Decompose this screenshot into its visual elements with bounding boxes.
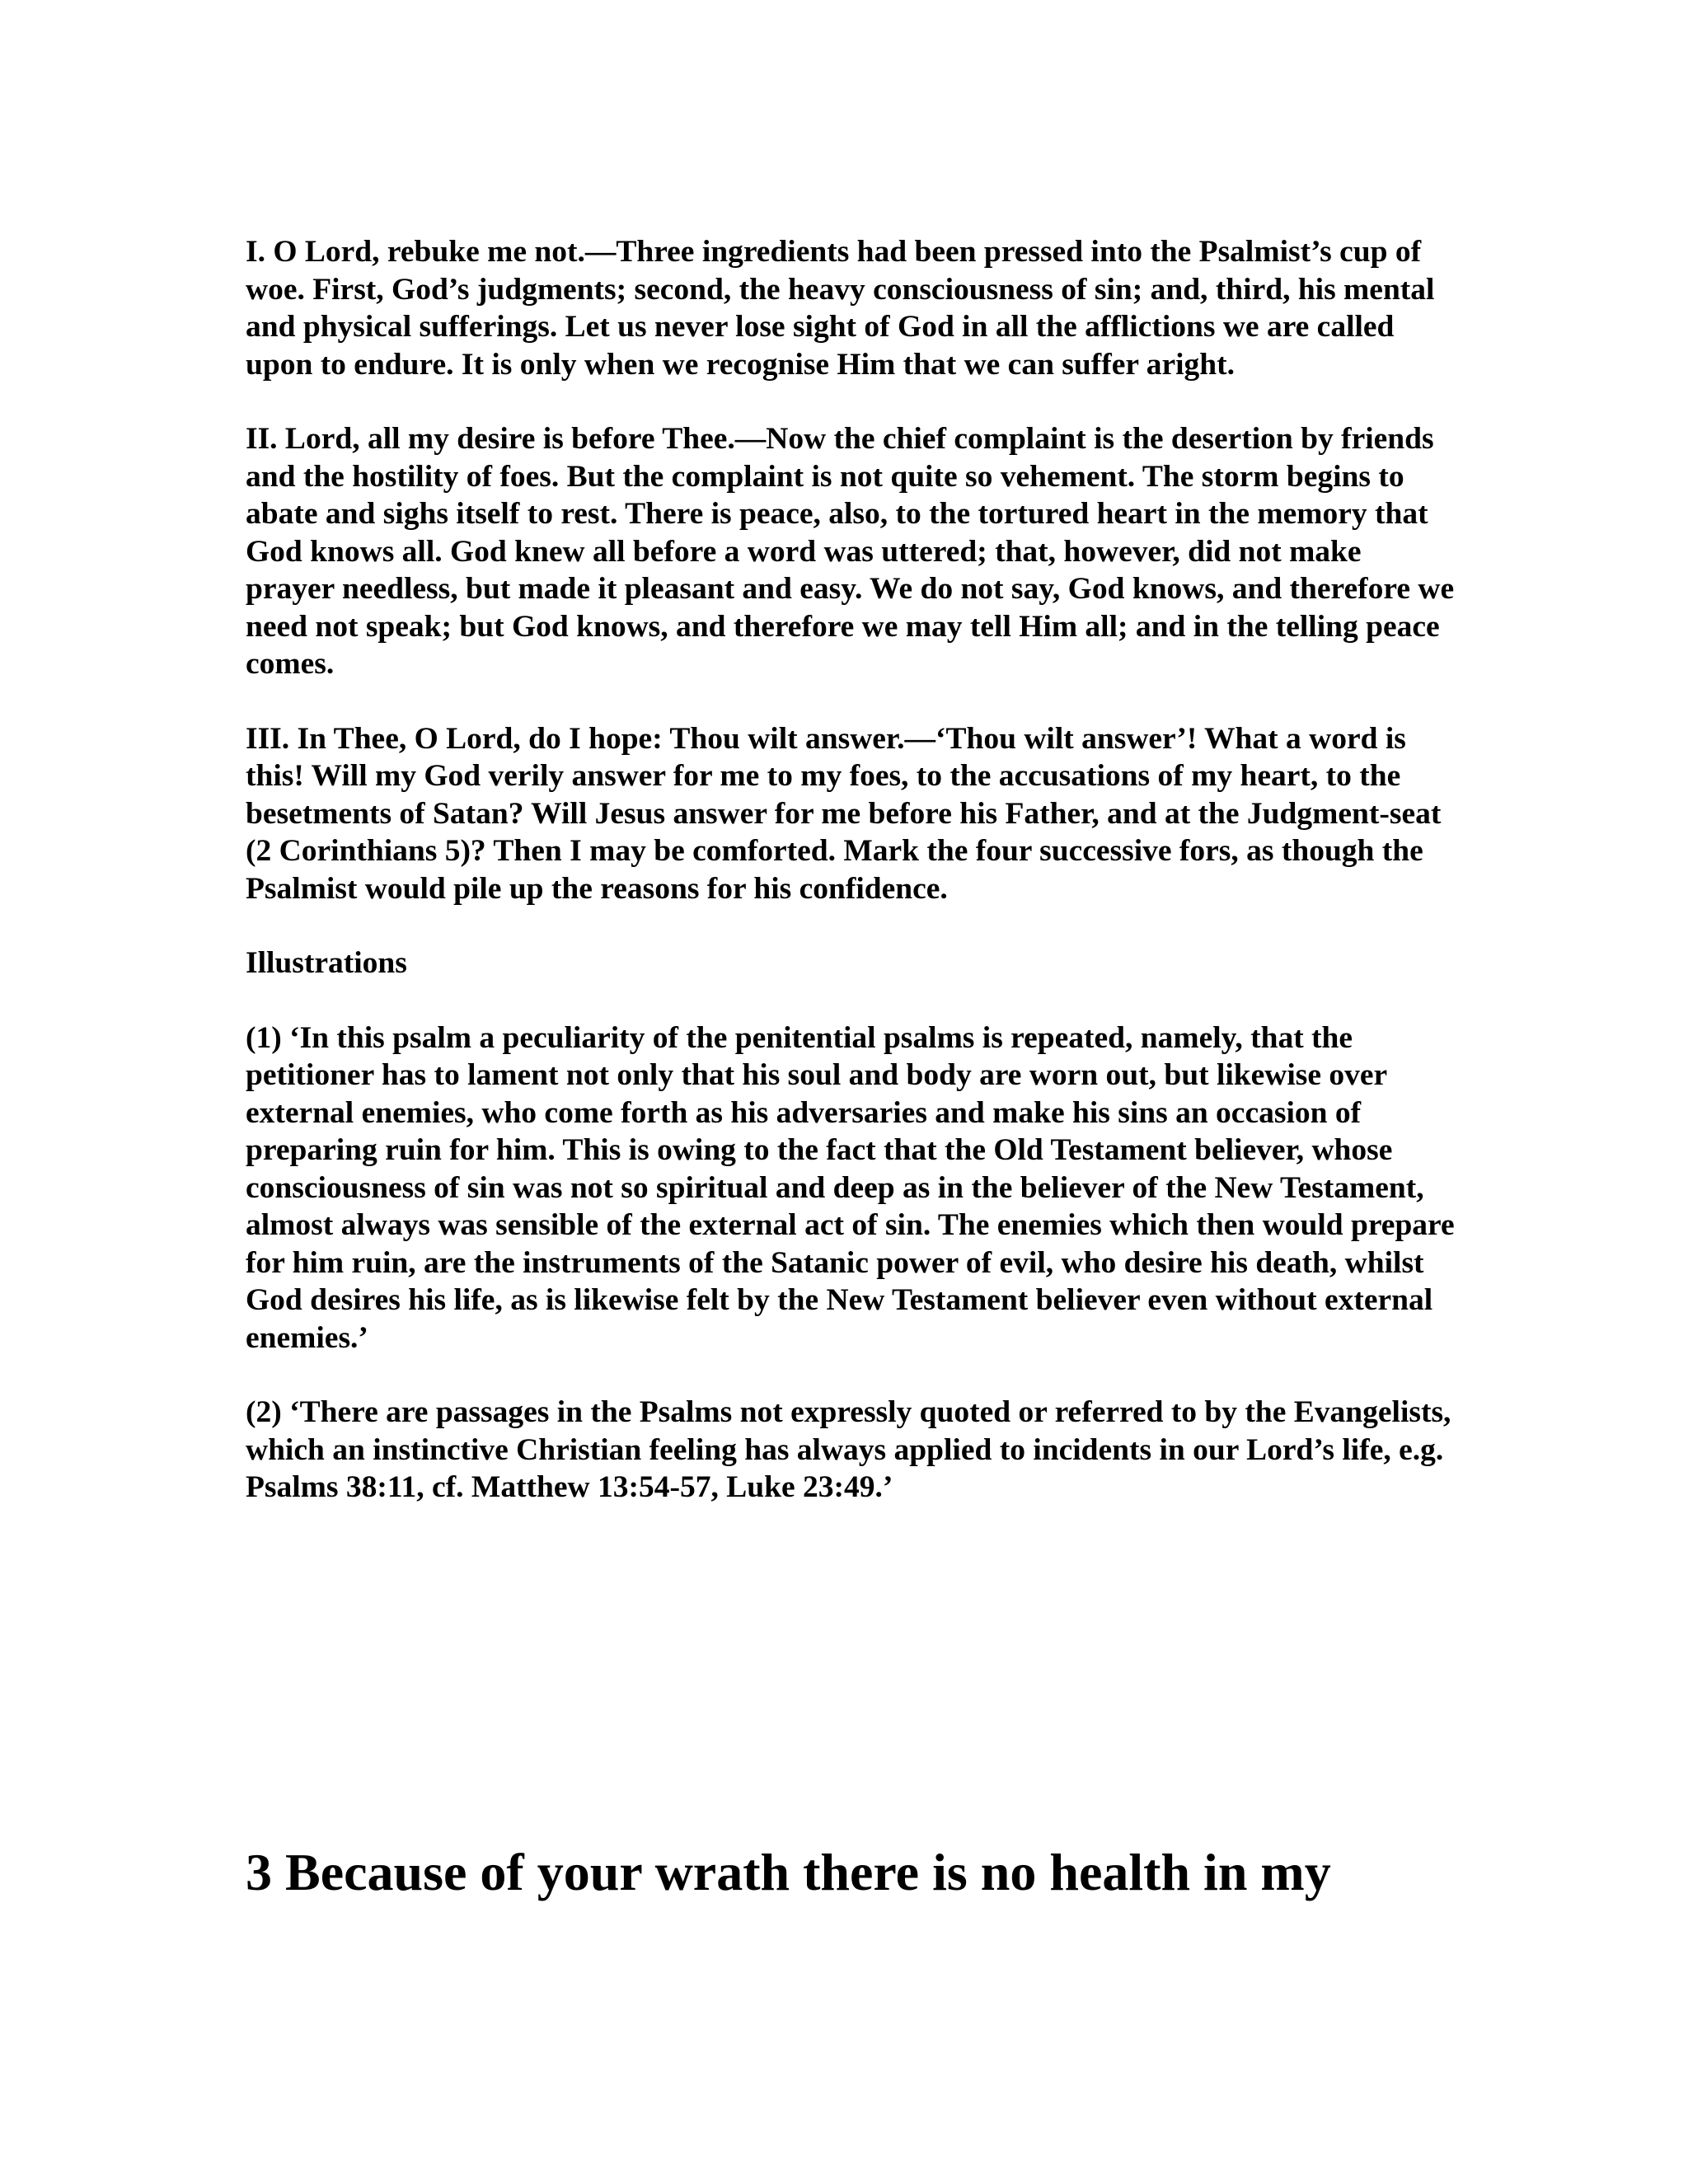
illustrations-heading: Illustrations (246, 946, 407, 980)
paragraph-hope: III. In Thee, O Lord, do I hope: Thou wilt answer.—‘Thou wilt answer’! What a word is this! Will my God verily answer for me to my foes, to the accusations of my heart, to the besetments of Satan? Will Jesus answer for me before his Father, and at the Judgment-seat (2 Corinthians 5)? Then I may be comforted. Mark the four successive fors, as though the Psalmist would pile up the reasons for his confidence. (246, 721, 1442, 906)
verse-heading: 3 Because of your wrath there is no health in my (246, 1843, 1331, 1901)
illustration-2: (2) ‘There are passages in the Psalms not expressly quoted or referred to by the Evangelists, which an instinctive Christian feeling has always applied to incidents in our Lord’s life, e.g. Psalms 38:11, cf. Matthew 13:54-57, Luke 23:49.’ (246, 1395, 1451, 1504)
paragraph-rebuke: I. O Lord, rebuke me not.—Three ingredients had been pressed into the Psalmist’s cup of woe. First, God’s judgments; second, the heavy consciousness of sin; and, third, his mental and physical sufferings. Let us never lose sight of God in all the afflictions we are called upon to endure. It is only when we recognise Him that we can suffer aright. (246, 235, 1435, 382)
illustration-1: (1) ‘In this psalm a peculiarity of the penitential psalms is repeated, namely, that the petitioner has to lament not only that his soul and body are worn out, but likewise over external enemies, who come forth as his adversaries and make his sins an occasion of preparing ruin for him. This is owing to the fact that the Old Testament believer, whose consciousness of sin was not so spiritual and deep as in the believer of the New Testament, almost always was sensible of the external act of sin. The enemies which then would prepare for him ruin, are the instruments of the Satanic power of evil, who desire his death, whilst God desires his life, as is likewise felt by the New Testament believer even without external enemies.’ (246, 1020, 1455, 1355)
paragraph-desire: II. Lord, all my desire is before Thee.—Now the chief complaint is the desertion by friends and the hostility of foes. But the complaint is not quite so vehement. The storm begins to abate and sighs itself to rest. There is peace, also, to the tortured heart in the memory that God knows all. God knew all before a word was uttered; that, however, did not make prayer needless, but made it pleasant and easy. We do not say, God knows, and therefore we need not speak; but God knows, and therefore we may tell Him all; and in the telling peace comes. (246, 422, 1455, 681)
document-body (246, 233, 1457, 1544)
